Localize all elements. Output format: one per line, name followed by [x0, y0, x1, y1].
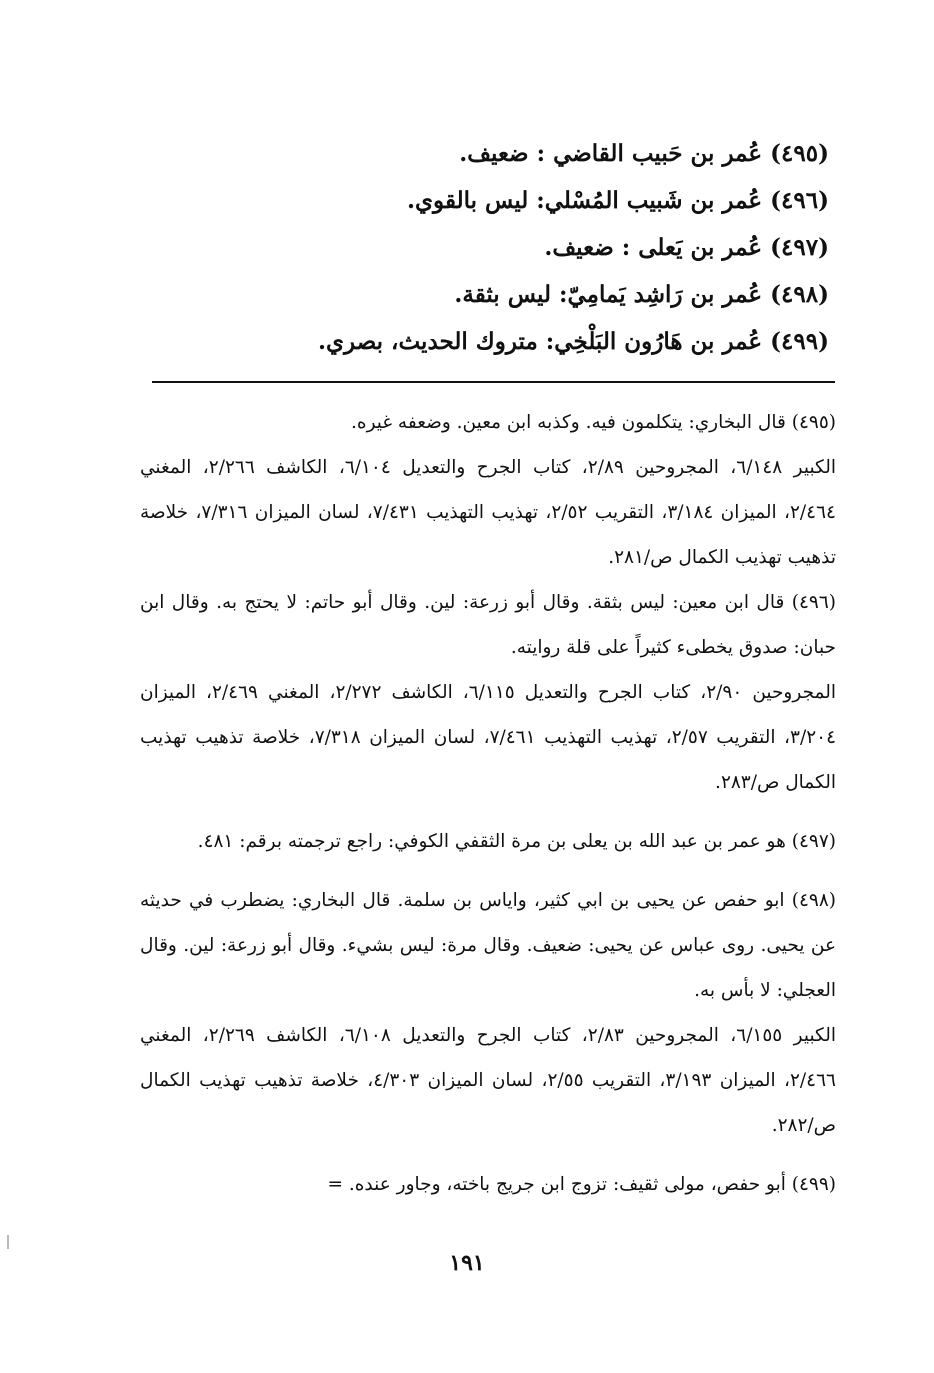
- spacer: [140, 805, 836, 819]
- footnote-498-refs: الكبير ٦/١٥٥، المجروحين ٢/٨٣، كتاب الجرح والتعديل ٦/١٠٨، الكاشف ٢/٢٦٩، المغني ٢/٤٦٦، الميزان ٣/١٩٣، التقريب ٢/٥٥، لسان الميزان ٤/٣٠٣، خلاصة تذهيب تهذيب الكمال ص/٢٨٢.: [140, 1025, 837, 1136]
- entry-496: (٤٩٦) عُمر بن شَبيب المُسْلي: ليس بالقوي.: [407, 187, 829, 214]
- footnotes: [140, 400, 836, 1207]
- entry-497: (٤٩٧) عُمر بن يَعلى : ضعيف.: [544, 234, 829, 261]
- entry-498: (٤٩٨) عُمر بن رَاشِد يَمامِيّ: ليس بثقة.: [454, 281, 829, 308]
- footnote-separator: [152, 381, 835, 383]
- entry-499: (٤٩٩) عُمر بن هَارُون البَلْخِي: متروك الحديث، بصري.: [318, 328, 829, 355]
- spacer: [140, 864, 836, 878]
- spacer: [140, 1148, 836, 1162]
- footnote-495-text: (٤٩٥) قال البخاري: يتكلمون فيه. وكذبه ابن معين. وضعفه غيره.: [351, 412, 836, 433]
- scan-margin-mark: [7, 1235, 9, 1249]
- footnote-495-refs: الكبير ٦/١٤٨، المجروحين ٢/٨٩، كتاب الجرح والتعديل ٦/١٠٤، الكاشف ٢/٢٦٦، المغني ٢/٤٦٤، الميزان ٣/١٨٤، التقريب ٢/٥٢، تهذيب التهذيب ٧/٤٣١، لسان الميزان ٧/٣١٦، خلاصة تذهيب تهذيب الكمال ص/٢٨١.: [140, 457, 837, 568]
- footnote-497-text: (٤٩٧) هو عمر بن عبد الله بن يعلى بن مرة الثقفي الكوفي: راجع ترجمته برقم: ٤٨١.: [197, 831, 836, 852]
- footnote-499-text: (٤٩٩) أبو حفص، مولى ثقيف: تزوج ابن جريج باخته، وجاور عنده. =: [327, 1174, 836, 1195]
- main-entries: [269, 130, 829, 365]
- page-number: ١٩١: [449, 1250, 485, 1276]
- footnote-496-refs: المجروحين ٢/٩٠، كتاب الجرح والتعديل ٦/١١٥، الكاشف ٢/٢٧٢، المغني ٢/٤٦٩، الميزان ٣/٢٠٤، التقريب ٢/٥٧، تهذيب التهذيب ٧/٤٦١، لسان الميزان ٧/٣١٨، خلاصة تذهيب تهذيب الكمال ص/٢٨٣.: [140, 682, 837, 793]
- footnote-496-text: (٤٩٦) قال ابن معين: ليس بثقة. وقال أبو زرعة: لين. وقال أبو حاتم: لا يحتج به. وقال ابن حبان: صدوق يخطىء كثيراً على قلة روايته.: [140, 592, 836, 658]
- entry-495: (٤٩٥) عُمر بن حَبيب القاضي : ضعيف.: [459, 140, 829, 167]
- footnote-498-text: (٤٩٨) ابو حفص عن يحيى بن ابي كثير، واياس بن سلمة. قال البخاري: يضطرب في حديثه عن يحيى. روى عباس عن يحيى: ضعيف. وقال مرة: ليس بشيء. وقال أبو زرعة: لين. وقال العجلي: لا بأس به.: [140, 890, 836, 1001]
